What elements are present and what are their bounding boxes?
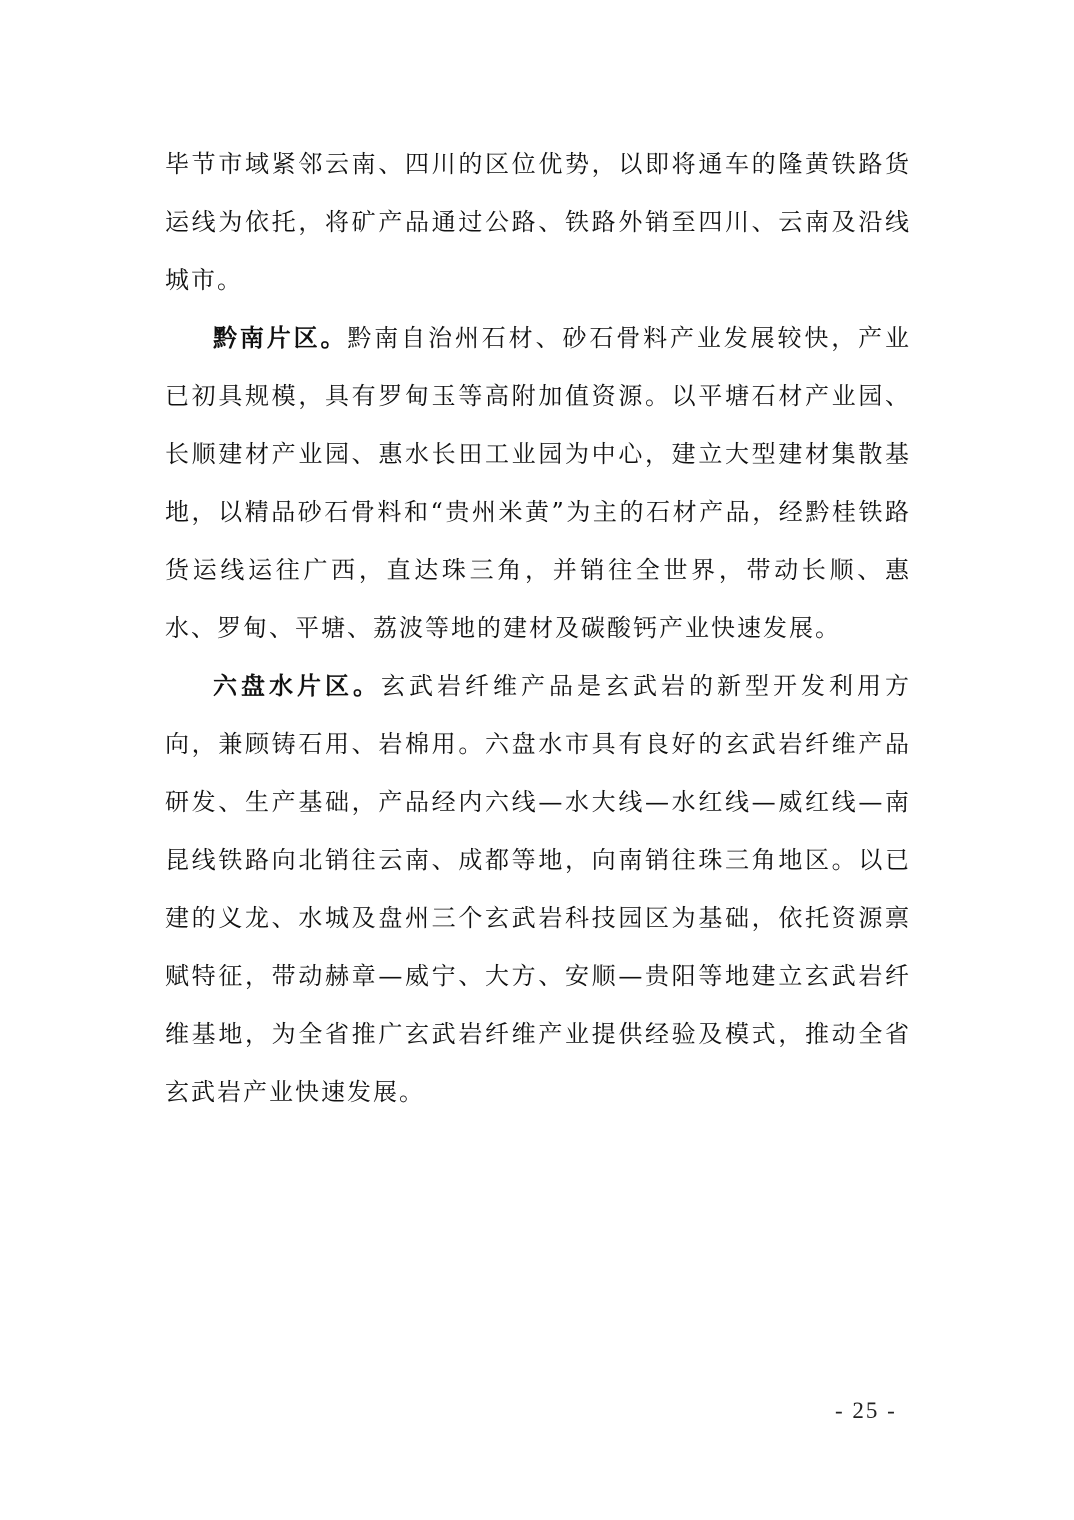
paragraph-bijie-continuation [165, 135, 911, 309]
paragraph-liupanshui [165, 657, 911, 1121]
paragraph-qiannan [165, 309, 911, 657]
section-heading-liupanshui: 六盘水片区。 [213, 672, 381, 700]
paragraph-text: 毕节市域紧邻云南、四川的区位优势，以即将通车的隆黄铁路货运线为依托，将矿产品通过公路、铁路外销至四川、云南及沿线城市。 [165, 150, 911, 294]
page-number: - 25 - [835, 1398, 897, 1423]
document-body [165, 135, 911, 1121]
paragraph-text: 黔南自治州石材、砂石骨料产业发展较快，产业已初具规模，具有罗甸玉等高附加值资源。以平塘石材产业园、长顺建材产业园、惠水长田工业园为中心，建立大型建材集散基地，以精品砂石骨料和“贵州米黄”为主的石材产品，经黔桂铁路货运线运往广西，直达珠三角，并销往全世界，带动长顺、惠水、罗甸、平塘、荔波等地的建材及碳酸钙产业快速发展。 [165, 324, 912, 642]
section-heading-qiannan: 黔南片区。 [213, 324, 348, 352]
paragraph-text: 玄武岩纤维产品是玄武岩的新型开发利用方向，兼顾铸石用、岩棉用。六盘水市具有良好的玄武岩纤维产品研发、生产基础，产品经内六线—水大线—水红线—威红线—南昆线铁路向北销往云南、成都等地，向南销往珠三角地区。以已建的义龙、水城及盘州三个玄武岩科技园区为基础，依托资源禀赋特征，带动赫章—威宁、大方、安顺—贵阳等地建立玄武岩纤维基地，为全省推广玄武岩纤维产业提供经验及模式，推动全省玄武岩产业快速发展。 [165, 672, 911, 1106]
